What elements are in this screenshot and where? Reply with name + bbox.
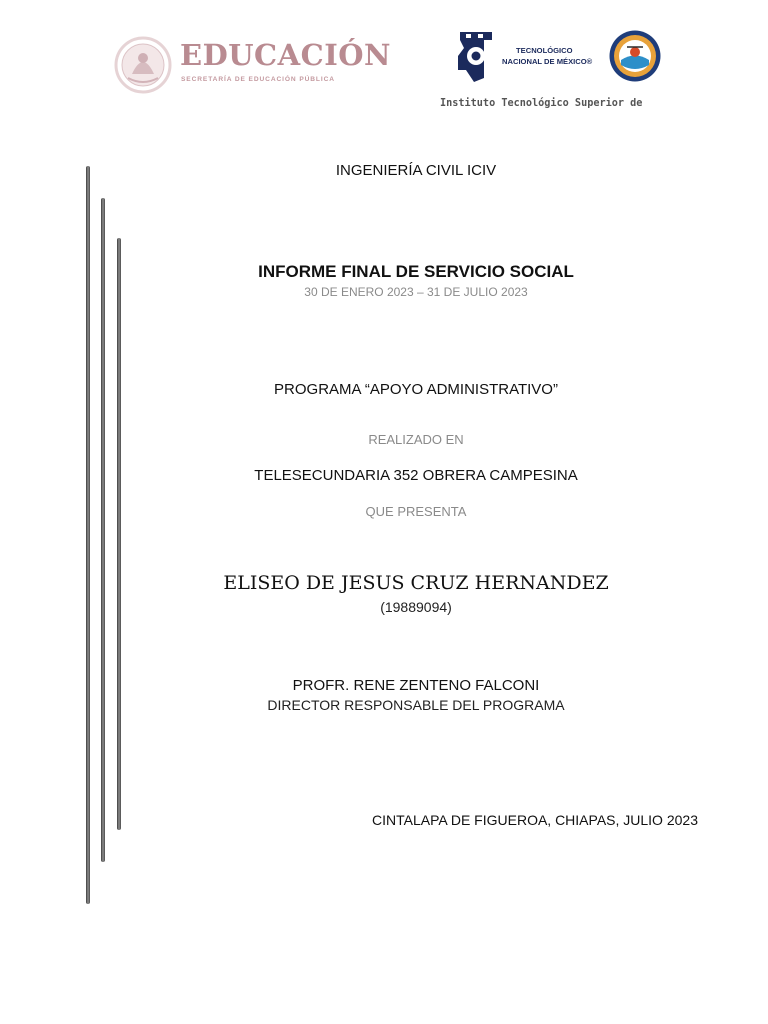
report-title: INFORME FINAL DE SERVICIO SOCIAL: [258, 262, 574, 281]
sep-wordmark: EDUCACIÓN: [180, 38, 392, 72]
decorative-bar: [101, 198, 105, 862]
national-emblem-icon: [114, 34, 172, 96]
presenta-label: QUE PRESENTA: [365, 504, 467, 519]
tecnm-line2: NACIONAL DE MÉXICO®: [502, 57, 593, 66]
student-name: ELISEO DE JESUS CRUZ HERNANDEZ: [223, 572, 609, 594]
decorative-bar: [117, 238, 121, 830]
director-role: DIRECTOR RESPONSABLE DEL PROGRAMA: [267, 697, 565, 713]
tecnm-gear-icon: [454, 26, 498, 84]
student-id: (19889094): [380, 599, 452, 615]
institute-name: Instituto Tecnológico Superior de: [440, 98, 643, 109]
decorative-bar: [86, 166, 90, 904]
program-name: PROGRAMA “APOYO ADMINISTRATIVO”: [274, 381, 558, 398]
institute-seal-icon: [608, 29, 662, 83]
tecnm-line1: TECNOLÓGICO: [516, 46, 573, 55]
director-name: PROFR. RENE ZENTENO FALCONI: [292, 677, 540, 694]
host-institution: TELESECUNDARIA 352 OBRERA CAMPESINA: [254, 467, 578, 484]
place-and-date: CINTALAPA DE FIGUEROA, CHIAPAS, JULIO 2023: [372, 812, 698, 828]
tecnm-logo: [454, 26, 594, 88]
sep-subtitle: SECRETARÍA DE EDUCACIÓN PÚBLICA: [181, 76, 335, 83]
sep-logo: [114, 34, 392, 96]
career-name: INGENIERÍA CIVIL ICIV: [335, 162, 497, 179]
report-period: 30 DE ENERO 2023 – 31 DE JULIO 2023: [304, 285, 528, 299]
realizado-label: REALIZADO EN: [368, 432, 464, 447]
